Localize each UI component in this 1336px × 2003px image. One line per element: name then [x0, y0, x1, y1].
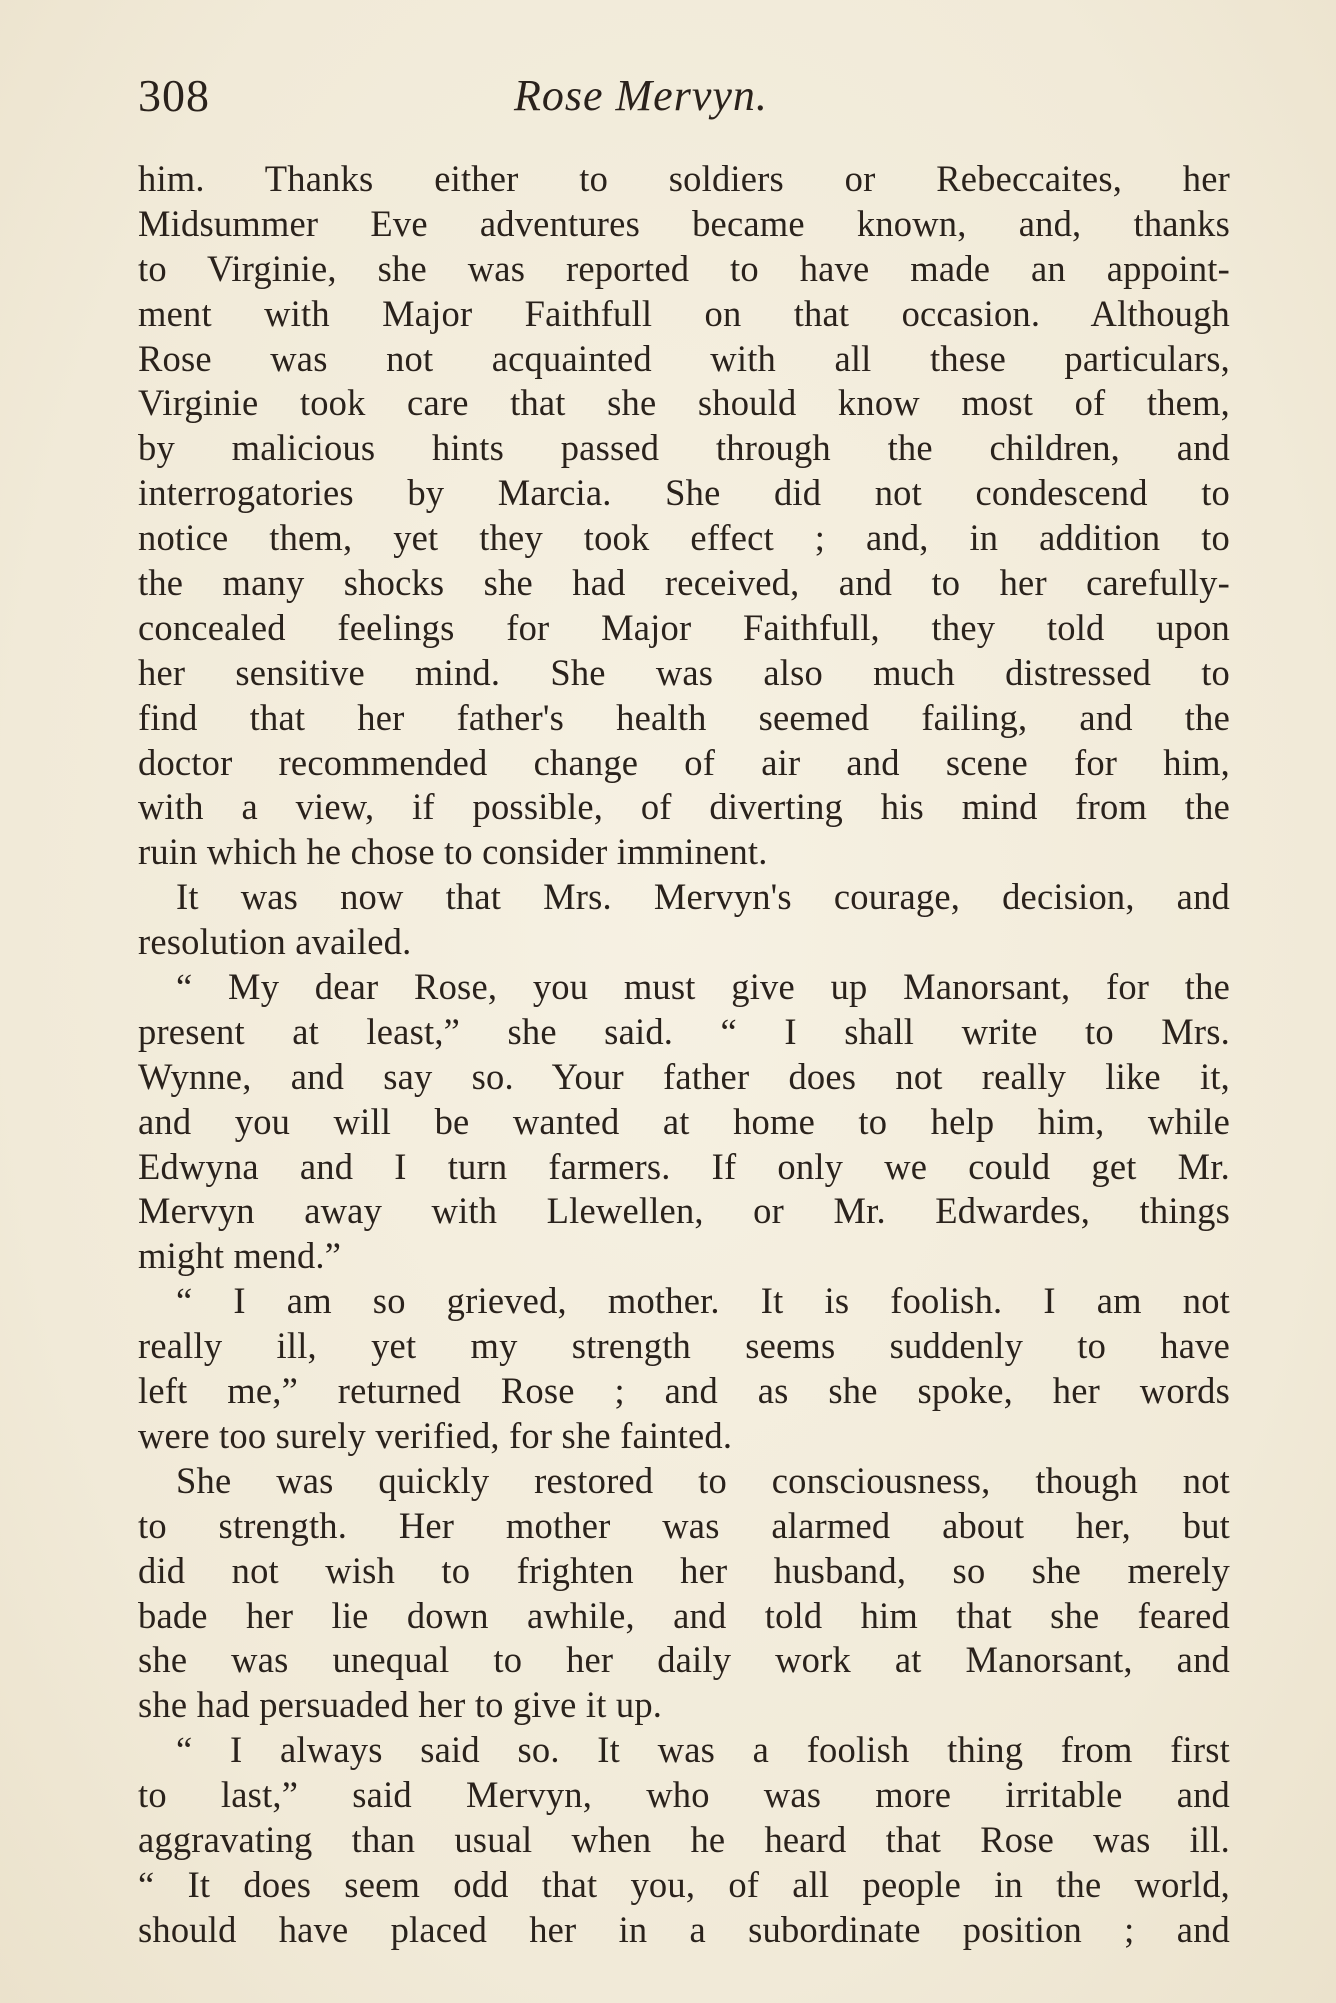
text-line: might mend.” [138, 1235, 342, 1277]
text-line: the many shocks she had received, and to her carefully- [138, 562, 1230, 604]
text-line: notice them, yet they took effect ; and, in addition to [138, 517, 1230, 559]
text-line: resolution availed. [138, 921, 412, 963]
text-line: She was quickly restored to consciousness, though not [176, 1459, 1230, 1501]
text-line: Virginie took care that she should know most of them, [138, 382, 1230, 424]
running-title: Rose Mervyn. [514, 71, 768, 120]
text-line: Edwyna and I turn farmers. If only we could get Mr. [138, 1145, 1230, 1187]
text-line: really ill, yet my strength seems suddenly to have [138, 1325, 1230, 1367]
text-line: Wynne, and say so. Your father does not really like it, [138, 1055, 1230, 1097]
text-line: Midsummer Eve adventures became known, and, thanks [138, 202, 1230, 244]
text-line: him. Thanks either to soldiers or Rebeccaites, her [138, 158, 1230, 199]
running-head [138, 66, 1230, 126]
page-number: 308 [138, 70, 210, 121]
text-line: with a view, if possible, of diverting his mind from the [138, 786, 1230, 828]
text-line: to strength. Her mother was alarmed about her, but [138, 1504, 1230, 1546]
text-line: “ I am so grieved, mother. It is foolish. I am not [176, 1280, 1230, 1322]
text-line: and you will be wanted at home to help him, while [138, 1100, 1230, 1142]
text-line: to Virginie, she was reported to have made an appoint- [138, 247, 1230, 289]
text-line: ruin which he chose to consider imminent. [138, 831, 768, 873]
text-line: she had persuaded her to give it up. [138, 1684, 663, 1726]
text-line: “ My dear Rose, you must give up Manorsant, for the [176, 966, 1230, 1008]
text-line: concealed feelings for Major Faithfull, they told upon [138, 606, 1230, 648]
text-line: her sensitive mind. She was also much distressed to [138, 651, 1230, 693]
text-line: by malicious hints passed through the children, and [138, 427, 1230, 469]
text-line: she was unequal to her daily work at Manorsant, and [138, 1639, 1230, 1681]
text-line: aggravating than usual when he heard that Rose was ill. [138, 1818, 1230, 1860]
text-line: present at least,” she said. “ I shall write to Mrs. [138, 1010, 1230, 1052]
text-line: interrogatories by Marcia. She did not condescend to [138, 472, 1230, 514]
text-line: to last,” said Mervyn, who was more irritable and [138, 1774, 1230, 1816]
text-line: It was now that Mrs. Mervyn's courage, decision, and [176, 876, 1230, 918]
text-line: Rose was not acquainted with all these particulars, [138, 337, 1230, 379]
text-line: ment with Major Faithfull on that occasion. Although [138, 292, 1230, 334]
text-line: did not wish to frighten her husband, so she merely [138, 1549, 1230, 1591]
text-line: should have placed her in a subordinate position ; and [138, 1908, 1230, 1950]
text-line: doctor recommended change of air and scene for him, [138, 741, 1230, 783]
text-line: “ I always said so. It was a foolish thing from first [176, 1729, 1230, 1771]
text-line: “ It does seem odd that you, of all people in the world, [138, 1863, 1230, 1905]
text-line: bade her lie down awhile, and told him that she feared [138, 1594, 1230, 1636]
text-line: were too surely verified, for she fainted. [138, 1414, 733, 1456]
body-text [138, 157, 1230, 1953]
text-line: Mervyn away with Llewellen, or Mr. Edwardes, things [138, 1190, 1230, 1232]
text-line: left me,” returned Rose ; and as she spoke, her words [138, 1370, 1230, 1412]
text-line: find that her father's health seemed failing, and the [138, 696, 1230, 738]
